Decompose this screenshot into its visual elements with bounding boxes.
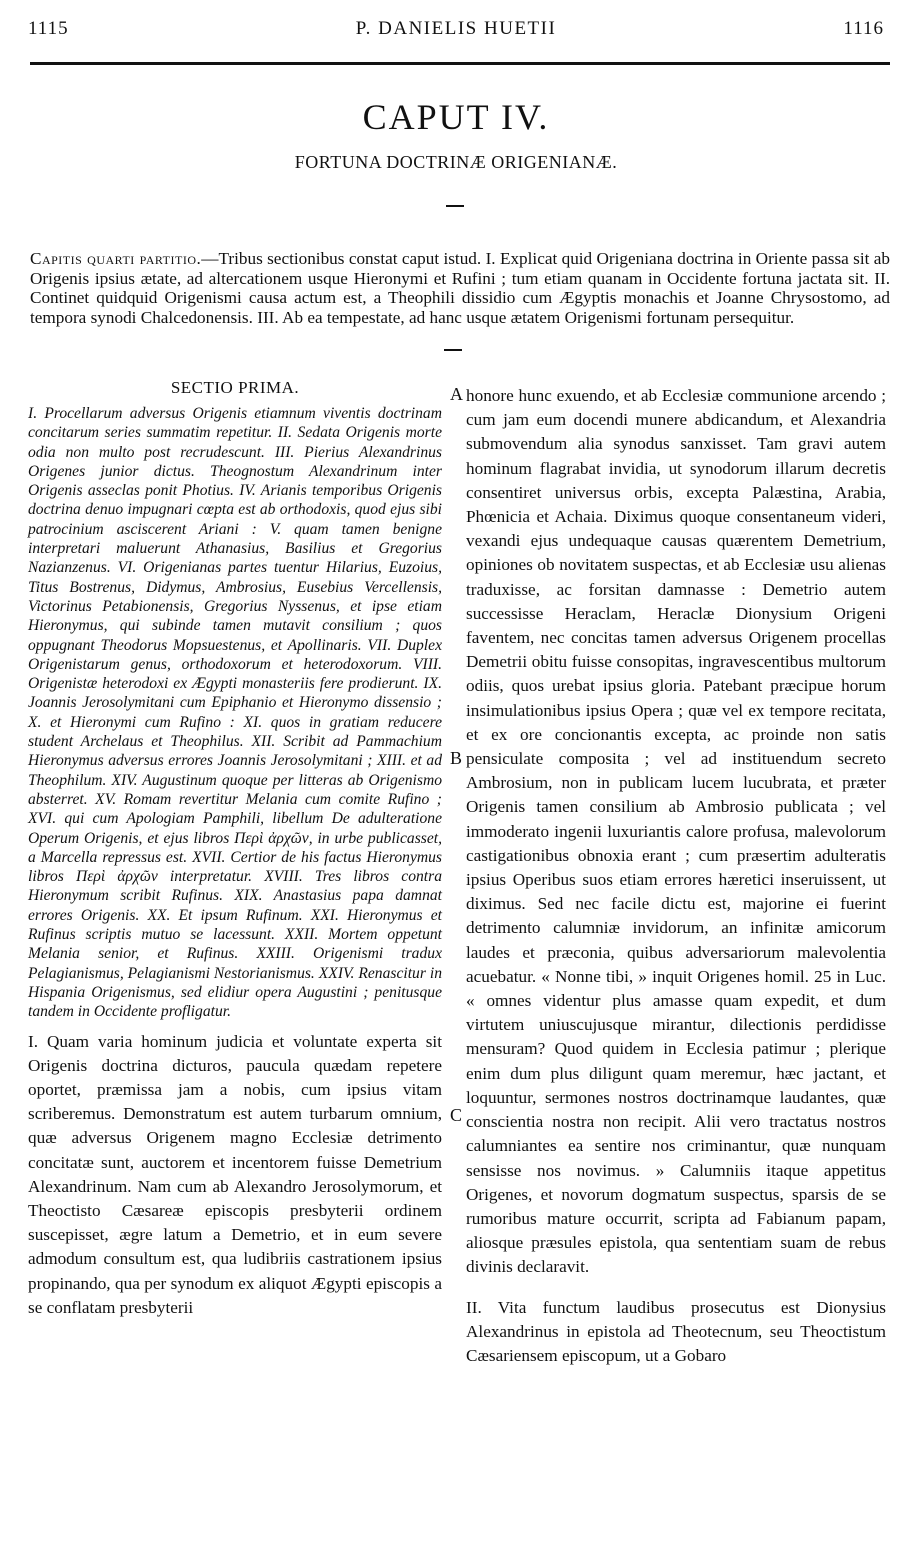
chapter-title: CAPUT IV. bbox=[362, 97, 550, 137]
right-column bbox=[466, 384, 886, 1368]
page-number-right: 1116 bbox=[843, 18, 884, 39]
page-number-left: 1115 bbox=[28, 18, 69, 39]
section-heading: SECTIO PRIMA. bbox=[170, 378, 300, 397]
chapter-subtitle: FORTUNA DOCTRINÆ ORIGENIANÆ. bbox=[294, 152, 618, 172]
running-head bbox=[28, 18, 884, 44]
running-title: P. DANIELIS HUETII bbox=[355, 18, 557, 39]
body-paragraph: I. Quam varia hominum judicia et voluntate experta sit Origenis doctrina dicturos, paucula quædam repetere oportet, præmissa jam a nobis, cum ipsius vitam scriberemus. Demonstratum est autem turbarum omnium, quæ adversus Origenem magno Ecclesiæ detrimento concitatæ sunt, auctorem et incentorem fuisse Demetrium Alexandrinum. Nam cum ab Alexandro Jerosolymorum, et Theoctisto Cæsareæ episcopis presbyterii ordinem suscepisset, ægre latum a Demetrio, et in eum severe admodum consultum est, qua ludibriis castrationem ipsius propinando, qua per synodum ex aliquot Ægypti episcopis a se conflatam presbyterii bbox=[28, 1031, 442, 1317]
partition-label: Capitis quarti partitio. bbox=[30, 249, 202, 269]
partition-text: —Tribus sectionibus constat caput istud. I. Explicat quid Origeniana doctrina in Oriente passa sit ab Origenis ipsius ætate, ad altercationem usque Hieronymi et Rufini ; tum etiam quanam in Occidente fortuna jactata sit. II. Continet quidquid Origenismi causa actum est, a Theophili dissidio cum Ægyptis monachis et Joanne Chrysostomo, ad tempora synodi Chalcedonensis. III. Ab ea tempestate, ad hanc usque ætatem Origenismi fortunam persequitur. bbox=[30, 249, 891, 327]
margin-letter: B bbox=[450, 748, 463, 768]
margin-letter: C bbox=[450, 1105, 463, 1125]
body-paragraph: II. Vita functum laudibus prosecutus est Dionysius Alexandrinus in epistola ad Theotecnum, seu Theoctistum Cæsariensem episcopum, ut a Gobaro bbox=[466, 1297, 886, 1365]
section-summary: I. Procellarum adversus Origenis etiamnum viventis doctrinam concitarum series summatim repetitur. II. Sedata Origenis morte odia non multo post recrudescunt. III. Pierius Alexandrinus Origenes junior dictus. Theognostum Alexandrinum inter Origenis asseclas ponit Photius. IV. Arianis temporibus Origenis doctrina denuo impugnari cœpta est ab orthodoxis, quod ejus sibi patrocinium asciscerent Ariani : V. quam tamen benigne interpretari maluerunt Athanasius, Basilius et Gregorius Nazianzenus. VI. Origenianas partes tuentur Hilarius, Euzoius, Titus Bostrenus, Didymus, Ambrosius, Eusebius Vercellensis, Victorinus Petabionensis, Gregorius Nyssenus, et ipse etiam Hieronymus, qui subinde tamen mutavit consilium ; quos oppugnant Theodorus Mopsuestenus, et Apollinaris. VII. Duplex Origenistarum genus, orthodoxorum et heterodoxorum. VIII. Origenistæ heterodoxi ex Ægypti monasteriis fere prodierunt. IX. Joannis Jerosolymitani cum Epiphanio et Hieronymo dissensio ; X. et Hieronymi cum Rufino : XI. quos in gratiam reducere student Archelaus et Theophilus. XII. Scribit ad Pammachium Hieronymus adversus errores Joannis Jerosolymitani ; XIII. et ad Theophilum. XIV. Augustinum quoque per litteras ab Origenismo absterret. XV. Romam revertitur Melania cum comite Rufino ; XVI. qui cum Apologiam Pamphili, libellum De adulteratione Operum Origenis, et ejus libros Περὶ ἀρχῶν, in urbe publicasset, a Marcella repressus est. XVII. Certior de his factus Hieronymus libros Περὶ ἀρχῶν interpretatur. XVIII. Tres libros contra Hieronymum scribit Rufinus. XIX. Anastasius papa damnat errores Origenis. XX. Et ipsum Rufinum. XXI. Hieronymus et Rufinus scriptis mutuo se lacessunt. XXII. Mortem oppetunt Melania senior, et Rufinus. XXIII. Origenismi tradux Pelagianismus, Pelagianismi Nestorianismus. XXIV. Renascitur in Hispania Origenismus, sed elidiur opera Augustini ; penitusque tandem in Occidente profligatur. bbox=[28, 405, 442, 1021]
separator-dash bbox=[446, 205, 464, 207]
body-paragraph: honore hunc exuendo, et ab Ecclesiæ communione arcendo ; cum jam eum docendi munere abdicandum, et Alexandria submovendum alia synodus sanxisset. Tam gravi autem hominum flagrabat invidia, ut synodorum illarum decretis consentiret universus orbis, excepta Palæstina, Arabia, Phœnicia et Achaia. Diximus quoque consentaneum videri, vexandi ejus undequaque causas quærentem Demetrium, opiniones ob novitatem suspectas, et ab Ecclesiæ usu alienas traduxisse, ac forsitan damnasse : Demetrio autem successisse Heraclam, Heraclæ Dionysium Origeni faventem, nec concitas tamen adversus Origenem procellas Demetrii obitu fuisse consopitas, ingravescentibus multorum odiis, quos urebat ipsius gloria. Patebant præcipue horum insimulationibus ipsius Opera ; quæ vel ex tempore recitata, et ex ore concionantis excepta, ac proinde non satis pensiculate composita ; vel ad instituendum secreto Ambrosium, non in publicam lucem lucubrata, et præter Origenis tamen consilium ab Ambrosio publicata ; vel immoderato ingenii luxuriantis calore profusa, malevolorum castigationibus obnoxia erant ; cum præsertim adulteratis ipsius Operibus suos etiam errores hæretici inseruissent, ut diximus. Sed nec facile dictu est, majorine ei fuerint detrimento calumniæ invidorum, an infinitæ amicorum laudes et præconia, quibus adversariorum malevolentia acuebatur. « Nonne tibi, » inquit Origenes homil. 25 in Luc. « omnes videntur plus amasse quam expedit, et dum virtutem uniuscujusque mirantur, dilectionis perdidisse mensuram? Quod quidem in Ecclesia patimur ; plerique enim dum plus diligunt quam meremur, hæc jactant, et loquuntur, sermones nostros doctrinamque laudantes, quæ conscientia nostra non recipit. Alii vero tractatus nostros calumniantes ea sentire nos criminantur, quæ nunquam sensisse nos novimus. » Calumniis itaque appetitus Origenes, et novorum dogmatum suspectus, sparsis de se rumoribus mature occurrit, scripta ad Fabianum papam, aliosque præsules epistola, qua sententiam suam de rebus divinis declaravit. bbox=[466, 386, 886, 1277]
margin-letter: A bbox=[450, 384, 463, 404]
separator-dash bbox=[444, 349, 462, 351]
left-column bbox=[28, 378, 442, 1320]
chapter-partition bbox=[30, 249, 890, 327]
header-rule bbox=[30, 62, 890, 65]
